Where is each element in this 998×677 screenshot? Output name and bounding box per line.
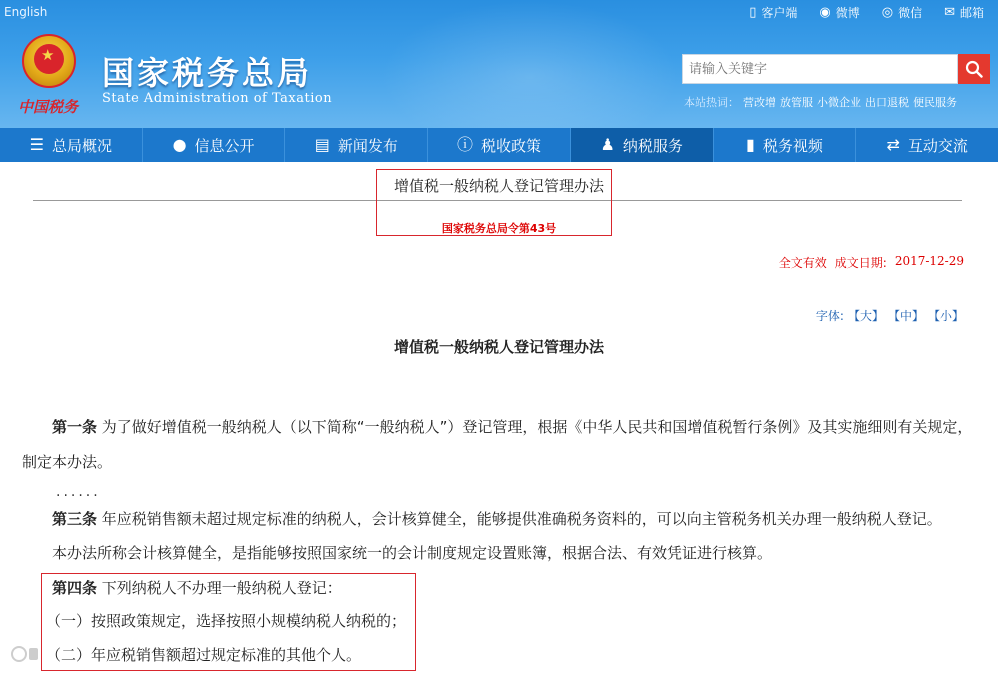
ellipsis: ...... xyxy=(56,484,101,500)
hot-word-link[interactable]: 小微企业 xyxy=(817,96,861,109)
english-link[interactable]: English xyxy=(4,5,48,19)
article-1 xyxy=(22,410,976,480)
chat-icon: ● xyxy=(172,135,187,154)
document-date: 2017-12-29 xyxy=(894,254,964,268)
hot-words-label: 本站热词： xyxy=(684,96,739,109)
menu-icon: ☰ xyxy=(29,135,45,154)
emblem-script-text: 中国税务 xyxy=(18,98,79,116)
nav-item-tax-policy[interactable] xyxy=(428,128,571,162)
nav-item-info-disclosure[interactable] xyxy=(143,128,286,162)
hot-word-link[interactable]: 放管服 xyxy=(780,96,813,109)
article-text: 下列纳税人不办理一般纳税人登记： xyxy=(101,579,342,597)
news-icon: ▤ xyxy=(314,135,330,154)
article-3-paragraph-2: 本办法所称会计核算健全，是指能够按照国家统一的会计制度规定设置账簿，根据合法、有效凭证进行核算。 xyxy=(52,544,773,562)
font-size-medium[interactable]: 【中】 xyxy=(887,309,924,323)
client-link[interactable] xyxy=(749,4,797,21)
font-size-label: 字体: xyxy=(815,309,844,323)
nav-item-label: 纳税服务 xyxy=(622,136,683,155)
wechat-icon: ◎ xyxy=(881,5,894,20)
date-label: 成文日期: xyxy=(834,256,887,270)
search-icon xyxy=(965,60,983,78)
wechat-link[interactable] xyxy=(882,4,922,21)
nav-item-overview[interactable] xyxy=(0,128,143,162)
font-size-small[interactable]: 【小】 xyxy=(927,309,964,323)
nav-item-tax-video[interactable] xyxy=(714,128,857,162)
site-header xyxy=(0,0,998,128)
article-text: 年应税销售额未超过规定标准的纳税人，会计核算健全，能够提供准确税务资料的，可以向主管税务机关办理一般纳税人登记。 xyxy=(101,510,942,528)
mail-link[interactable] xyxy=(944,4,984,21)
article-label: 第三条 xyxy=(52,510,98,528)
article-4-item-2: （二）年应税销售额超过规定标准的其他个人。 xyxy=(46,646,362,664)
hot-words xyxy=(684,94,957,110)
document-header-title: 增值税一般纳税人登记管理办法 xyxy=(393,177,604,195)
phone-icon: ▯ xyxy=(749,5,757,20)
font-size-large[interactable]: 【大】 xyxy=(847,309,884,323)
nav-item-label: 税收政策 xyxy=(481,136,542,155)
nav-item-tax-service[interactable] xyxy=(571,128,714,162)
site-subtitle: State Administration of Taxation xyxy=(102,91,333,106)
nav-item-label: 新闻发布 xyxy=(337,136,398,155)
client-link-label: 客户端 xyxy=(761,6,798,20)
search-button[interactable] xyxy=(958,54,990,84)
exchange-icon: ⇄ xyxy=(886,135,900,154)
watermark-logo-icon xyxy=(10,645,40,663)
nav-item-label: 互动交流 xyxy=(907,136,968,155)
search-input[interactable] xyxy=(682,54,958,84)
national-emblem-logo[interactable] xyxy=(22,34,76,88)
font-size-switcher xyxy=(816,307,964,324)
article-label: 第一条 xyxy=(52,418,98,436)
watermark xyxy=(10,645,40,667)
header-decoration xyxy=(380,0,680,128)
mail-icon: ✉ xyxy=(944,5,955,20)
video-icon: ▮ xyxy=(746,135,755,154)
site-title[interactable]: 国家税务总局 xyxy=(102,54,313,92)
hot-word-link[interactable]: 便民服务 xyxy=(913,96,957,109)
wechat-link-label: 微信 xyxy=(898,6,923,20)
nav-item-news[interactable] xyxy=(285,128,428,162)
article-4-item-1: （一）按照政策规定，选择按照小规模纳税人纳税的； xyxy=(46,612,407,630)
article-3 xyxy=(22,502,976,537)
weibo-link-label: 微博 xyxy=(835,6,860,20)
main-nav xyxy=(0,128,998,162)
document-meta xyxy=(779,254,964,271)
weibo-icon: ◉ xyxy=(819,5,831,20)
annotation-box-title xyxy=(376,169,612,236)
hot-word-link[interactable]: 营改增 xyxy=(743,96,776,109)
article-label: 第四条 xyxy=(52,579,98,597)
star-icon: ★ xyxy=(41,46,55,64)
weibo-link[interactable] xyxy=(819,4,859,21)
validity-status: 全文有效 xyxy=(778,256,827,270)
info-icon: ⓘ xyxy=(457,135,474,154)
top-links xyxy=(749,4,984,21)
hot-word-link[interactable]: 出口退税 xyxy=(865,96,909,109)
annotation-box-article4 xyxy=(41,573,416,671)
mail-link-label: 邮箱 xyxy=(959,6,984,20)
nav-item-label: 税务视频 xyxy=(762,136,823,155)
article-text: 为了做好增值税一般纳税人（以下简称“一般纳税人”）登记管理，根据《中华人民共和国增值税暂行条例》及其实施细则有关规定，制定本办法。 xyxy=(22,418,973,471)
document-number: 国家税务总局令第43号 xyxy=(441,222,557,235)
nav-item-label: 总局概况 xyxy=(52,136,113,155)
nav-item-label: 信息公开 xyxy=(194,136,255,155)
nav-item-interaction[interactable] xyxy=(856,128,998,162)
person-icon: ♟ xyxy=(600,135,615,154)
main-title: 增值税一般纳税人登记管理办法 xyxy=(393,338,604,356)
